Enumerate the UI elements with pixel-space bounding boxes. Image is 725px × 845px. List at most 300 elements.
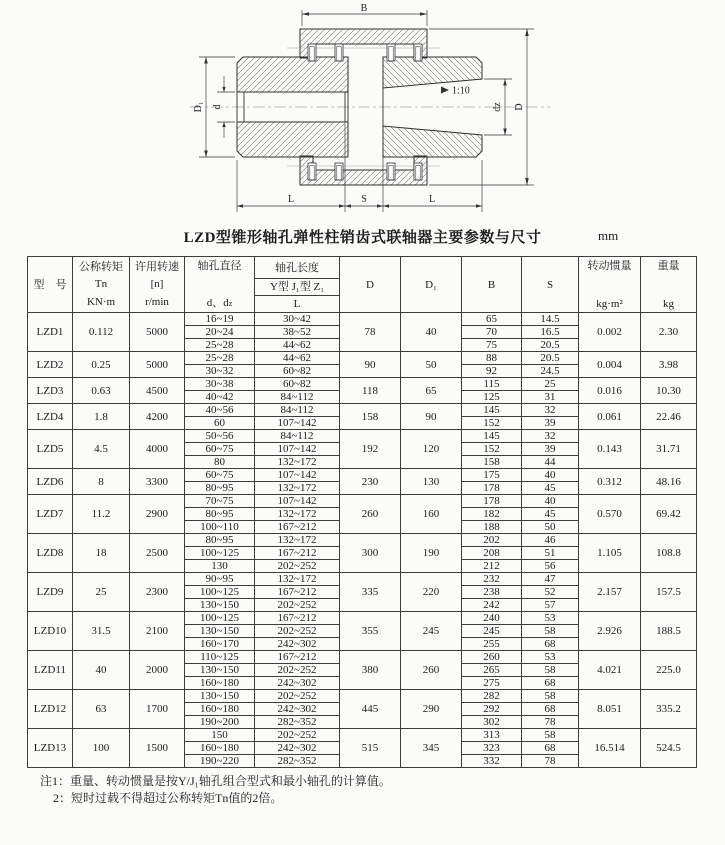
cell-D1: 245 bbox=[401, 612, 462, 651]
cell-D: 192 bbox=[340, 430, 401, 469]
table-row bbox=[28, 313, 697, 326]
cell-torque: 0.63 bbox=[73, 378, 130, 404]
cell-speed: 2900 bbox=[130, 495, 185, 534]
dim-label-D1: D₁ bbox=[193, 101, 204, 113]
cell-S: 20.5 bbox=[522, 339, 579, 352]
cell-inertia: 0.061 bbox=[579, 404, 641, 430]
cell-inertia: 0.312 bbox=[579, 469, 641, 495]
cell-B: 292 bbox=[462, 703, 522, 716]
bore-dia-sym: d、d bbox=[206, 296, 229, 309]
header-weight-line1: 重量 bbox=[657, 259, 680, 272]
cell-bore-length: 242~302 bbox=[255, 742, 340, 755]
cell-bore-length: 84~112 bbox=[255, 430, 340, 443]
cell-inertia: 2.157 bbox=[579, 573, 641, 612]
elastic-pin bbox=[387, 44, 395, 61]
bore-dia-sym-sub: z bbox=[228, 298, 233, 308]
parameter-table bbox=[27, 256, 697, 768]
cell-B: 242 bbox=[462, 599, 522, 612]
cell-weight: 10.30 bbox=[641, 378, 697, 404]
cell-bore-diameter: 130~150 bbox=[185, 625, 255, 638]
cell-S: 68 bbox=[522, 703, 579, 716]
cell-B: 232 bbox=[462, 573, 522, 586]
table-row bbox=[28, 469, 697, 482]
cell-weight: 335.2 bbox=[641, 690, 697, 729]
table-body bbox=[28, 313, 697, 768]
cell-B: 323 bbox=[462, 742, 522, 755]
cell-S: 45 bbox=[522, 482, 579, 495]
cell-weight: 108.8 bbox=[641, 534, 697, 573]
cell-speed: 1500 bbox=[130, 729, 185, 768]
elastic-pin bbox=[308, 163, 316, 180]
dimension-B bbox=[302, 3, 427, 26]
cell-weight: 157.5 bbox=[641, 573, 697, 612]
sleeve-bottom-section bbox=[300, 156, 427, 185]
drawing-canvas bbox=[0, 0, 725, 224]
cell-S: 50 bbox=[522, 521, 579, 534]
cell-B: 88 bbox=[462, 352, 522, 365]
cell-model: LZD9 bbox=[28, 573, 73, 612]
cell-D1: 190 bbox=[401, 534, 462, 573]
cell-bore-diameter: 80~95 bbox=[185, 482, 255, 495]
cell-B: 282 bbox=[462, 690, 522, 703]
cell-S: 20.5 bbox=[522, 352, 579, 365]
cell-D: 380 bbox=[340, 651, 401, 690]
cell-weight: 48.16 bbox=[641, 469, 697, 495]
cell-D1: 65 bbox=[401, 378, 462, 404]
cell-S: 78 bbox=[522, 716, 579, 729]
cell-B: 208 bbox=[462, 547, 522, 560]
cell-torque: 18 bbox=[73, 534, 130, 573]
table-row bbox=[28, 378, 697, 391]
page-title: LZD型锥形轴孔弹性柱销齿式联轴器主要参数与尺寸 bbox=[183, 230, 542, 246]
cell-bore-diameter: 100~125 bbox=[185, 586, 255, 599]
cell-bore-length: 60~82 bbox=[255, 378, 340, 391]
cell-B: 182 bbox=[462, 508, 522, 521]
cell-B: 158 bbox=[462, 456, 522, 469]
table-row bbox=[28, 495, 697, 508]
cell-S: 58 bbox=[522, 664, 579, 677]
cell-bore-diameter: 190~220 bbox=[185, 755, 255, 768]
cell-B: 302 bbox=[462, 716, 522, 729]
cell-bore-length: 60~82 bbox=[255, 365, 340, 378]
cell-inertia: 16.514 bbox=[579, 729, 641, 768]
cell-B: 313 bbox=[462, 729, 522, 742]
cell-B: 152 bbox=[462, 417, 522, 430]
header-D: D bbox=[340, 257, 401, 313]
header-bore-length-types: Y型 J₁型 Z₁ bbox=[255, 279, 340, 296]
cell-torque: 0.25 bbox=[73, 352, 130, 378]
cell-torque: 1.8 bbox=[73, 404, 130, 430]
header-bore-length-L: L bbox=[255, 296, 340, 313]
cell-model: LZD2 bbox=[28, 352, 73, 378]
cell-speed: 4200 bbox=[130, 404, 185, 430]
cell-bore-length: 282~352 bbox=[255, 716, 340, 729]
cell-S: 45 bbox=[522, 508, 579, 521]
cell-S: 40 bbox=[522, 469, 579, 482]
table-row bbox=[28, 612, 697, 625]
header-bore-diameter-symbol bbox=[186, 297, 253, 310]
cell-S: 58 bbox=[522, 690, 579, 703]
cell-model: LZD5 bbox=[28, 430, 73, 469]
cell-S: 51 bbox=[522, 547, 579, 560]
cell-inertia: 0.570 bbox=[579, 495, 641, 534]
cell-model: LZD13 bbox=[28, 729, 73, 768]
cell-speed: 5000 bbox=[130, 352, 185, 378]
header-speed bbox=[130, 257, 185, 313]
header-D1: D₁ bbox=[401, 257, 462, 313]
cell-bore-length: 202~252 bbox=[255, 625, 340, 638]
cell-model: LZD10 bbox=[28, 612, 73, 651]
cell-bore-diameter: 160~180 bbox=[185, 703, 255, 716]
cell-D: 230 bbox=[340, 469, 401, 495]
cell-B: 202 bbox=[462, 534, 522, 547]
cell-B: 260 bbox=[462, 651, 522, 664]
cell-bore-length: 84~112 bbox=[255, 391, 340, 404]
elastic-pin bbox=[414, 163, 422, 180]
cell-torque: 4.5 bbox=[73, 430, 130, 469]
cell-D: 118 bbox=[340, 378, 401, 404]
cell-S: 40 bbox=[522, 495, 579, 508]
cell-S: 53 bbox=[522, 612, 579, 625]
cell-bore-diameter: 30~32 bbox=[185, 365, 255, 378]
elastic-pin bbox=[335, 163, 343, 180]
cell-B: 332 bbox=[462, 755, 522, 768]
cell-bore-diameter: 160~170 bbox=[185, 638, 255, 651]
cell-B: 75 bbox=[462, 339, 522, 352]
cell-bore-length: 107~142 bbox=[255, 443, 340, 456]
cell-bore-length: 202~252 bbox=[255, 599, 340, 612]
cell-bore-diameter: 40~42 bbox=[185, 391, 255, 404]
cell-bore-length: 167~212 bbox=[255, 521, 340, 534]
elastic-pin bbox=[308, 44, 316, 61]
header-torque bbox=[73, 257, 130, 313]
cell-bore-diameter: 40~56 bbox=[185, 404, 255, 417]
cell-D1: 260 bbox=[401, 651, 462, 690]
cell-bore-length: 167~212 bbox=[255, 612, 340, 625]
cell-B: 245 bbox=[462, 625, 522, 638]
dim-label-S: S bbox=[361, 194, 367, 205]
cell-D: 90 bbox=[340, 352, 401, 378]
cell-S: 56 bbox=[522, 560, 579, 573]
cell-bore-length: 107~142 bbox=[255, 469, 340, 482]
coupling-section-drawing bbox=[0, 0, 725, 224]
cell-bore-length: 132~172 bbox=[255, 482, 340, 495]
cell-model: LZD8 bbox=[28, 534, 73, 573]
table-row bbox=[28, 573, 697, 586]
title-row bbox=[0, 226, 725, 252]
cell-bore-length: 282~352 bbox=[255, 755, 340, 768]
cell-S: 68 bbox=[522, 638, 579, 651]
cell-S: 68 bbox=[522, 742, 579, 755]
header-speed-line3: r/min bbox=[145, 295, 169, 308]
cell-D1: 290 bbox=[401, 690, 462, 729]
cell-bore-diameter: 150 bbox=[185, 729, 255, 742]
dim-label-dz: dz bbox=[492, 102, 503, 112]
cell-D1: 50 bbox=[401, 352, 462, 378]
right-hub-bottom-section bbox=[383, 126, 482, 157]
cell-inertia: 0.002 bbox=[579, 313, 641, 352]
cell-S: 39 bbox=[522, 417, 579, 430]
cell-speed: 2300 bbox=[130, 573, 185, 612]
header-model: 型 号 bbox=[28, 257, 73, 313]
header-torque-line1: 公称转矩 bbox=[79, 261, 123, 274]
right-hub-top-section bbox=[383, 57, 482, 88]
cell-bore-diameter: 160~180 bbox=[185, 742, 255, 755]
cell-S: 31 bbox=[522, 391, 579, 404]
cell-speed: 1700 bbox=[130, 690, 185, 729]
cell-speed: 2000 bbox=[130, 651, 185, 690]
cell-S: 47 bbox=[522, 573, 579, 586]
elastic-pin bbox=[335, 44, 343, 61]
left-hub-top-section bbox=[237, 57, 348, 92]
table-notes bbox=[40, 773, 725, 807]
left-hub-bottom-section bbox=[237, 122, 348, 157]
cell-S: 58 bbox=[522, 625, 579, 638]
cell-bore-length: 167~212 bbox=[255, 651, 340, 664]
cell-D: 445 bbox=[340, 690, 401, 729]
elastic-pin bbox=[387, 163, 395, 180]
cell-D: 78 bbox=[340, 313, 401, 352]
cell-S: 78 bbox=[522, 755, 579, 768]
cell-bore-length: 30~42 bbox=[255, 313, 340, 326]
table-row bbox=[28, 690, 697, 703]
header-bore-diameter-line1: 轴孔直径 bbox=[197, 259, 242, 272]
cell-bore-diameter: 25~28 bbox=[185, 352, 255, 365]
cell-D1: 345 bbox=[401, 729, 462, 768]
cell-bore-length: 242~302 bbox=[255, 638, 340, 651]
header-bore-length: 轴孔长度 bbox=[255, 257, 340, 279]
cell-weight: 524.5 bbox=[641, 729, 697, 768]
cell-B: 145 bbox=[462, 404, 522, 417]
table-row bbox=[28, 430, 697, 443]
cell-D1: 130 bbox=[401, 469, 462, 495]
cell-B: 178 bbox=[462, 495, 522, 508]
cell-bore-diameter: 60~75 bbox=[185, 469, 255, 482]
table-row bbox=[28, 352, 697, 365]
cell-model: LZD3 bbox=[28, 378, 73, 404]
dimension-d bbox=[212, 76, 235, 138]
cell-inertia: 2.926 bbox=[579, 612, 641, 651]
cell-speed: 3300 bbox=[130, 469, 185, 495]
cell-D1: 120 bbox=[401, 430, 462, 469]
table-head bbox=[28, 257, 697, 313]
cell-D: 158 bbox=[340, 404, 401, 430]
cell-D: 515 bbox=[340, 729, 401, 768]
cell-bore-length: 107~142 bbox=[255, 495, 340, 508]
header-torque-line3: KN·m bbox=[86, 295, 116, 308]
cell-S: 46 bbox=[522, 534, 579, 547]
cell-torque: 31.5 bbox=[73, 612, 130, 651]
cell-model: LZD6 bbox=[28, 469, 73, 495]
cell-weight: 188.5 bbox=[641, 612, 697, 651]
dim-label-D: D bbox=[514, 103, 525, 111]
cell-B: 92 bbox=[462, 365, 522, 378]
cell-D: 355 bbox=[340, 612, 401, 651]
header-inertia bbox=[579, 257, 641, 313]
cell-bore-diameter: 80~95 bbox=[185, 508, 255, 521]
header-weight bbox=[641, 257, 697, 313]
cell-B: 65 bbox=[462, 313, 522, 326]
cell-S: 52 bbox=[522, 586, 579, 599]
cell-bore-length: 167~212 bbox=[255, 586, 340, 599]
cell-weight: 22.46 bbox=[641, 404, 697, 430]
cell-weight: 2.30 bbox=[641, 313, 697, 352]
cell-D1: 90 bbox=[401, 404, 462, 430]
cell-D: 300 bbox=[340, 534, 401, 573]
cell-speed: 2500 bbox=[130, 534, 185, 573]
cell-bore-diameter: 130 bbox=[185, 560, 255, 573]
cell-model: LZD11 bbox=[28, 651, 73, 690]
header-speed-line2: [n] bbox=[150, 278, 164, 291]
cell-D: 335 bbox=[340, 573, 401, 612]
cell-bore-diameter: 16~19 bbox=[185, 313, 255, 326]
cell-bore-diameter: 70~75 bbox=[185, 495, 255, 508]
cell-bore-diameter: 190~200 bbox=[185, 716, 255, 729]
cell-bore-diameter: 100~110 bbox=[185, 521, 255, 534]
cell-S: 68 bbox=[522, 677, 579, 690]
unit-label: mm bbox=[598, 228, 619, 243]
cell-S: 44 bbox=[522, 456, 579, 469]
cell-speed: 2100 bbox=[130, 612, 185, 651]
cell-bore-diameter: 50~56 bbox=[185, 430, 255, 443]
cell-bore-diameter: 80~95 bbox=[185, 534, 255, 547]
cell-S: 57 bbox=[522, 599, 579, 612]
cell-B: 240 bbox=[462, 612, 522, 625]
header-inertia-line2: kg·m² bbox=[596, 297, 623, 310]
cell-S: 58 bbox=[522, 729, 579, 742]
cell-bore-diameter: 160~180 bbox=[185, 677, 255, 690]
cell-bore-diameter: 110~125 bbox=[185, 651, 255, 664]
table-row bbox=[28, 534, 697, 547]
cell-bore-diameter: 130~150 bbox=[185, 599, 255, 612]
cell-weight: 225.0 bbox=[641, 651, 697, 690]
sleeve-top-section bbox=[300, 29, 427, 58]
header-bore-diameter bbox=[185, 257, 255, 313]
table-row bbox=[28, 651, 697, 664]
cell-inertia: 0.143 bbox=[579, 430, 641, 469]
cell-bore-diameter: 25~28 bbox=[185, 339, 255, 352]
cell-bore-diameter: 20~24 bbox=[185, 326, 255, 339]
elastic-pin bbox=[414, 44, 422, 61]
cell-B: 115 bbox=[462, 378, 522, 391]
cell-torque: 40 bbox=[73, 651, 130, 690]
cell-model: LZD7 bbox=[28, 495, 73, 534]
cell-B: 152 bbox=[462, 443, 522, 456]
taper-label: 1:10 bbox=[452, 85, 470, 97]
cell-bore-diameter: 80 bbox=[185, 456, 255, 469]
cell-B: 145 bbox=[462, 430, 522, 443]
cell-D1: 40 bbox=[401, 313, 462, 352]
cell-bore-diameter: 90~95 bbox=[185, 573, 255, 586]
cell-S: 24.5 bbox=[522, 365, 579, 378]
header-inertia-line1: 转动惯量 bbox=[587, 259, 632, 272]
table-row bbox=[28, 729, 697, 742]
parameter-table-wrap bbox=[27, 256, 725, 768]
cell-weight: 3.98 bbox=[641, 352, 697, 378]
note-1: 注1：重量、转动惯量是按Y/J₁轴孔组合型式和最小轴孔的计算值。 bbox=[40, 774, 391, 788]
cell-bore-length: 202~252 bbox=[255, 729, 340, 742]
cell-speed: 5000 bbox=[130, 313, 185, 352]
cell-S: 16.5 bbox=[522, 326, 579, 339]
cell-bore-diameter: 30~38 bbox=[185, 378, 255, 391]
cell-B: 212 bbox=[462, 560, 522, 573]
cell-inertia: 0.004 bbox=[579, 352, 641, 378]
header-torque-line2: Tn bbox=[94, 278, 108, 291]
cell-D1: 220 bbox=[401, 573, 462, 612]
cell-bore-length: 38~52 bbox=[255, 326, 340, 339]
cell-D1: 160 bbox=[401, 495, 462, 534]
cell-weight: 69.42 bbox=[641, 495, 697, 534]
cell-inertia: 1.105 bbox=[579, 534, 641, 573]
cell-S: 39 bbox=[522, 443, 579, 456]
cell-model: LZD12 bbox=[28, 690, 73, 729]
cell-bore-diameter: 130~150 bbox=[185, 690, 255, 703]
cell-B: 125 bbox=[462, 391, 522, 404]
header-speed-line1: 许用转速 bbox=[135, 261, 179, 274]
cell-bore-diameter: 60 bbox=[185, 417, 255, 430]
cell-bore-diameter: 100~125 bbox=[185, 547, 255, 560]
cell-S: 14.5 bbox=[522, 313, 579, 326]
dim-label-L-right: L bbox=[428, 194, 436, 205]
taper-annotation bbox=[441, 86, 470, 97]
cell-bore-diameter: 100~125 bbox=[185, 612, 255, 625]
cell-speed: 4500 bbox=[130, 378, 185, 404]
dim-label-B: B bbox=[360, 3, 368, 14]
cell-torque: 0.112 bbox=[73, 313, 130, 352]
dim-label-L-left: L bbox=[287, 194, 295, 205]
cell-B: 178 bbox=[462, 482, 522, 495]
cell-bore-length: 167~212 bbox=[255, 547, 340, 560]
cell-torque: 25 bbox=[73, 573, 130, 612]
cell-bore-length: 44~62 bbox=[255, 352, 340, 365]
cell-bore-length: 132~172 bbox=[255, 508, 340, 521]
cell-B: 175 bbox=[462, 469, 522, 482]
cell-inertia: 4.021 bbox=[579, 651, 641, 690]
cell-bore-diameter: 130~150 bbox=[185, 664, 255, 677]
header-row-1 bbox=[28, 257, 697, 279]
cell-torque: 63 bbox=[73, 690, 130, 729]
cell-inertia: 8.051 bbox=[579, 690, 641, 729]
cell-B: 188 bbox=[462, 521, 522, 534]
cell-B: 255 bbox=[462, 638, 522, 651]
cell-bore-length: 202~252 bbox=[255, 664, 340, 677]
cell-S: 53 bbox=[522, 651, 579, 664]
table-row bbox=[28, 404, 697, 417]
header-B: B bbox=[462, 257, 522, 313]
cell-bore-length: 44~62 bbox=[255, 339, 340, 352]
cell-bore-length: 242~302 bbox=[255, 703, 340, 716]
cell-B: 70 bbox=[462, 326, 522, 339]
cell-S: 25 bbox=[522, 378, 579, 391]
cell-model: LZD4 bbox=[28, 404, 73, 430]
cell-torque: 8 bbox=[73, 469, 130, 495]
cell-torque: 11.2 bbox=[73, 495, 130, 534]
cell-bore-length: 242~302 bbox=[255, 677, 340, 690]
header-weight-line2: kg bbox=[663, 297, 674, 310]
note-2: 2：短时过载不得超过公称转矩Tn值的2倍。 bbox=[53, 791, 283, 805]
cell-D: 260 bbox=[340, 495, 401, 534]
cell-bore-length: 84~112 bbox=[255, 404, 340, 417]
cell-bore-length: 202~252 bbox=[255, 560, 340, 573]
cell-B: 265 bbox=[462, 664, 522, 677]
cell-model: LZD1 bbox=[28, 313, 73, 352]
cell-bore-length: 107~142 bbox=[255, 417, 340, 430]
cell-bore-diameter: 60~75 bbox=[185, 443, 255, 456]
cell-B: 238 bbox=[462, 586, 522, 599]
cell-B: 275 bbox=[462, 677, 522, 690]
header-S: S bbox=[522, 257, 579, 313]
cell-bore-length: 132~172 bbox=[255, 573, 340, 586]
